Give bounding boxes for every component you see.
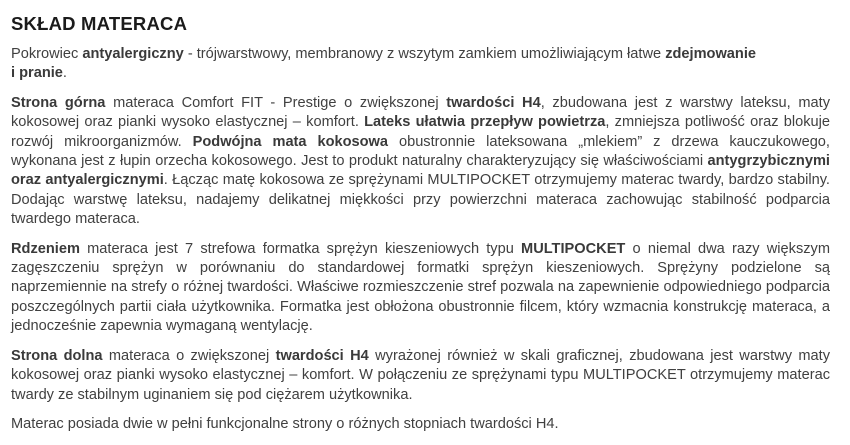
emphasis-text: antygrzybicznymi oraz antyalergicznymi — [11, 153, 830, 189]
body-text: , zmniejsza potliwość oraz blokuje rozwój mikroorganizmów. — [11, 114, 830, 150]
body-text: - trójwarstwowy, membranowy z wszytym zamkiem umożliwiającym łatwe — [183, 46, 666, 62]
emphasis-text: i pranie — [11, 65, 63, 82]
emphasis-text: twardości H4 — [275, 347, 369, 364]
paragraph — [11, 94, 830, 230]
body-text: Materac posiada dwie w pełni funkcjonalne strony o różnych stopniach twardości H4. — [11, 415, 559, 432]
body-text: materaca Comfort FIT - Prestige o zwiększonej — [105, 94, 447, 111]
emphasis-text: Lateks ułatwia przepływ powietrza — [364, 114, 606, 131]
body-text: materaca o zwiększonej — [102, 347, 276, 364]
emphasis-text: zdejmowanie — [665, 46, 757, 62]
emphasis-text: Podwójna mata kokosowa — [192, 133, 389, 150]
paragraph — [11, 415, 830, 434]
emphasis-text: Strona górna — [11, 94, 106, 111]
emphasis-text: antyalergiczny — [82, 46, 184, 62]
paragraph-list — [11, 45, 830, 434]
body-text: materaca jest 7 strefowa formatka sprężyn kieszeniowych typu — [79, 240, 522, 257]
body-text: Pokrowiec — [11, 46, 83, 62]
body-text: . Łącząc matę kokosowa ze sprężynami MULTIPOCKET otrzymujemy materac twardy, bardzo stabilny. Dodając warstwę lateksu, nadajemy delikatnej miękkości przy powierzchni materaca zachowując stabilność podparcia twardego materaca. — [11, 172, 830, 228]
emphasis-text: Strona dolna — [11, 347, 103, 364]
emphasis-text: MULTIPOCKET — [521, 240, 626, 257]
paragraph — [11, 347, 830, 405]
emphasis-text: twardości H4 — [446, 94, 541, 111]
body-text: obustronnie lateksowana „mlekiem” z drzewa kauczukowego, wykonana jest z łupin orzecha kokosowego. Jest to produkt naturalny charakteryzujący się właściwościami — [11, 133, 830, 170]
section-heading: SKŁAD MATERACA — [11, 13, 188, 34]
paragraph — [11, 240, 830, 337]
body-text: o niemal dwa razy większym zagęszczeniu sprężyn w porównaniu do standardowej formatki sprężyn kieszeniowych. Sprężyny podzielone są naprzemiennie na strefy o różnej twardości. Właściwe rozmieszczenie stref pozwala na zapewnienie odpowiedniego podparcia poszczególnych partii ciała użytkownika. Formatka jest obłożona obustronnie filcem, który wzmacnia konstrukcję materaca, a jednocześnie zapewnia wymaganą wentylację. — [11, 240, 830, 335]
paragraph — [11, 45, 830, 84]
body-text: . — [62, 65, 67, 82]
body-text: wyrażonej również w skali graficznej, zbudowana jest warstwy maty kokosowej oraz pianki wysoko elastycznej – komfort. W połączeniu ze sprężynami typu MULTIPOCKET otrzymujemy materac twardy ze stabilnym uginaniem się pod ciężarem użytkownika. — [11, 347, 830, 403]
emphasis-text: Rdzeniem — [11, 240, 80, 257]
body-text: , zbudowana jest z warstwy lateksu, maty kokosowej oraz pianki wysoko elastycznej – komfort. — [11, 94, 830, 131]
